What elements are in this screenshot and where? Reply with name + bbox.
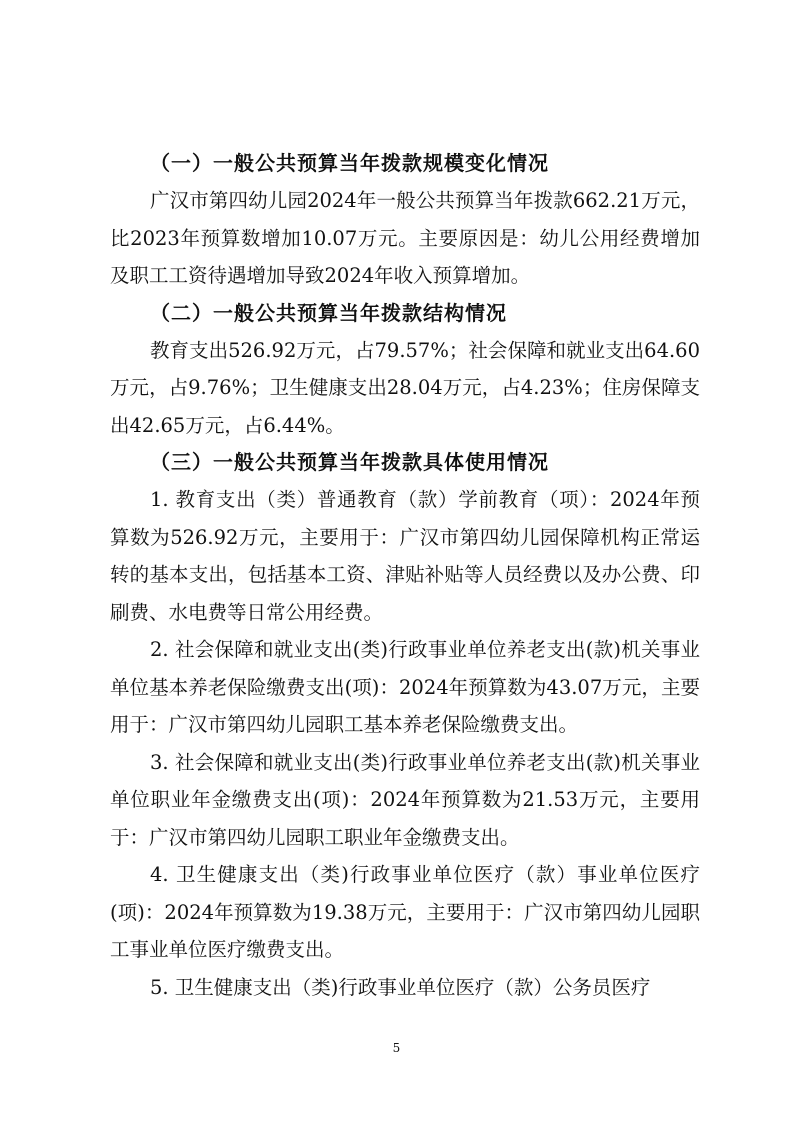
section-3-item-3: 3. 社会保障和就业支出(类)行政事业单位养老支出(款)机关事业单位职业年金缴费支出(项)：2024年预算数为21.53万元，主要用于：广汉市第四幼儿园职工职业年金缴费支出。	[110, 750, 700, 849]
section-heading-1: （一）一般公共预算当年拨款规模变化情况	[150, 151, 549, 175]
section-1-paragraph-1: 广汉市第四幼儿园2024年一般公共预算当年拨款662.21万元，比2023年预算数增加10.07万元。主要原因是：幼儿公用经费增加及职工工资待遇增加导致2024年收入预算增加。	[110, 189, 700, 287]
section-heading-2: （二）一般公共预算当年拨款结构情况	[150, 300, 507, 325]
section-heading-3: （三）一般公共预算当年拨款具体使用情况	[150, 450, 549, 474]
section-3-item-5: 5. 卫生健康支出（类)行政事业单位医疗（款）公务员医疗	[150, 975, 651, 999]
section-3-item-2: 2. 社会保障和就业支出(类)行政事业单位养老支出(款)机关事业单位基本养老保险缴费支出(项)：2024年预算数为43.07万元，主要用于：广汉市第四幼儿园职工基本养老保险缴费支出。	[110, 638, 700, 736]
page-number: 5	[392, 1041, 401, 1055]
section-3-item-1: 1. 教育支出（类）普通教育（款）学前教育（项）：2024年预算数为526.92万元，主要用于：广汉市第四幼儿园保障机构正常运转的基本支出，包括基本工资、津贴补贴等人员经费以及办公费、印刷费、水电费等日常公用经费。	[110, 488, 700, 624]
section-3-item-4: 4. 卫生健康支出（类)行政事业单位医疗（款）事业单位医疗(项)：2024年预算数为19.38万元，主要用于：广汉市第四幼儿园职工事业单位医疗缴费支出。	[110, 863, 700, 961]
page-content	[110, 145, 700, 1006]
section-2-paragraph-1: 教育支出526.92万元，占79.57%；社会保障和就业支出64.60万元，占9.76%；卫生健康支出28.04万元，占4.23%；住房保障支出42.65万元，占6.44%。	[110, 338, 700, 437]
